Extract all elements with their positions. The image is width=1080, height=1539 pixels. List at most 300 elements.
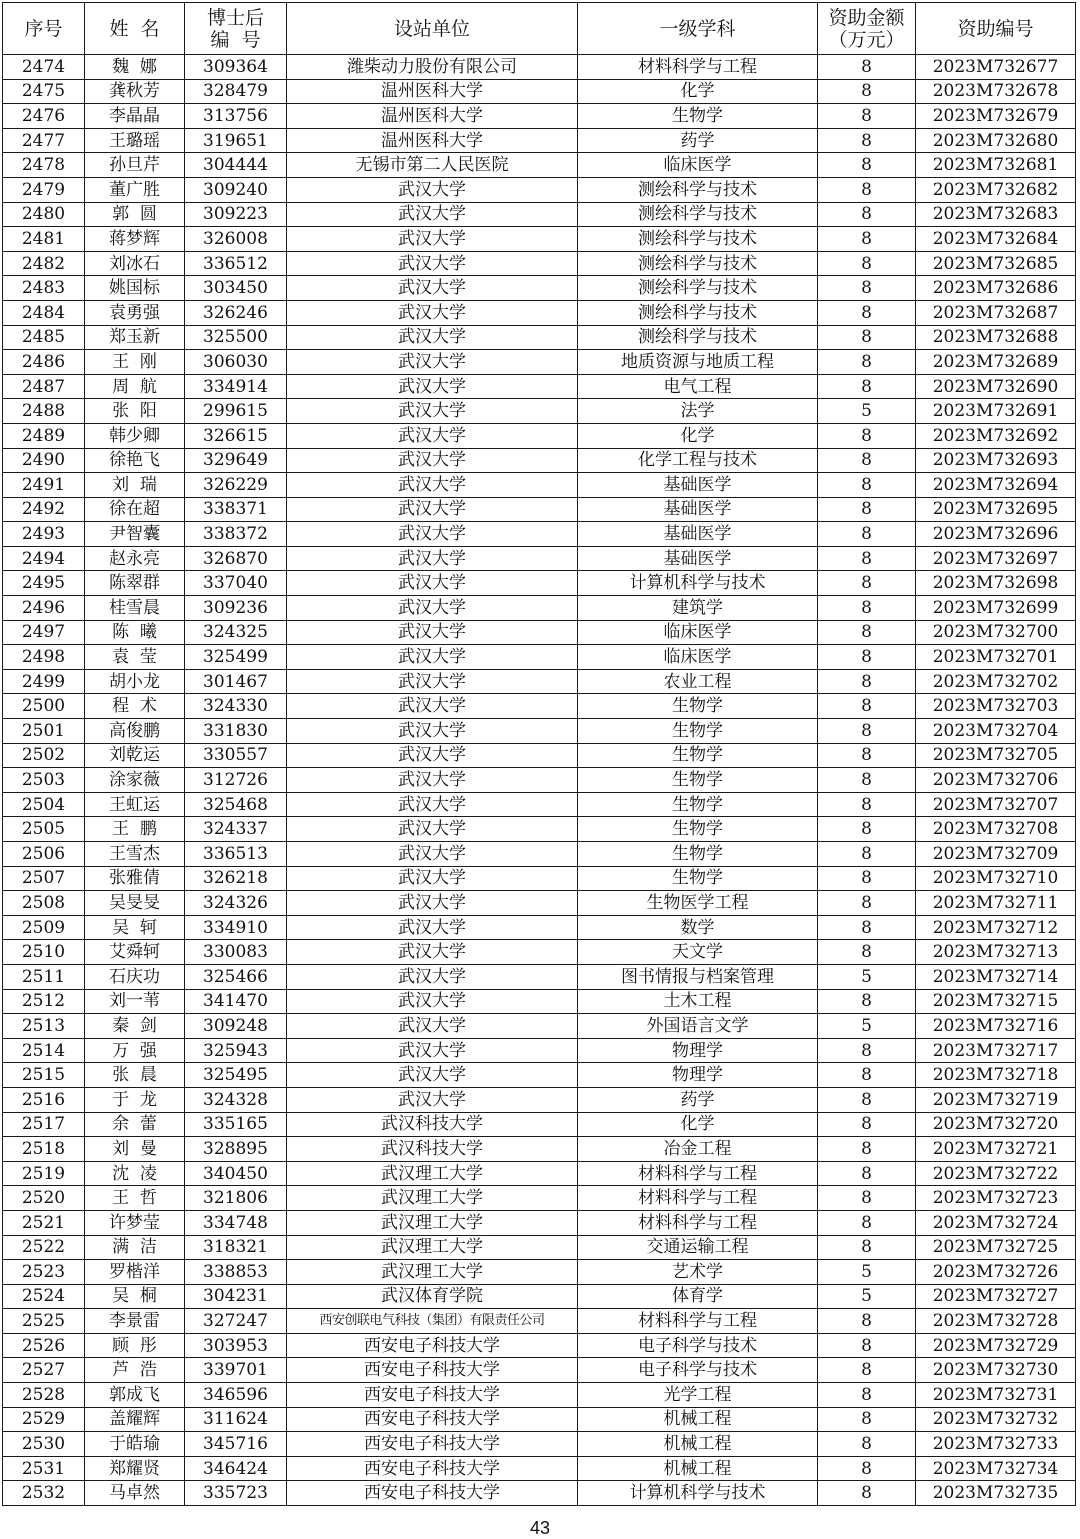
table-row bbox=[3, 915, 1076, 940]
cell-name: 芦 浩 bbox=[85, 1358, 185, 1383]
cell-amount: 8 bbox=[818, 546, 916, 571]
cell-postdoc-id: 346596 bbox=[185, 1383, 287, 1408]
cell-seq: 2516 bbox=[3, 1087, 85, 1112]
cell-unit: 武汉理工大学 bbox=[287, 1186, 578, 1211]
cell-seq: 2477 bbox=[3, 128, 85, 153]
cell-seq: 2528 bbox=[3, 1383, 85, 1408]
cell-amount: 8 bbox=[818, 1235, 916, 1260]
cell-discipline: 机械工程 bbox=[578, 1456, 818, 1481]
cell-seq: 2525 bbox=[3, 1309, 85, 1334]
cell-discipline: 冶金工程 bbox=[578, 1137, 818, 1162]
cell-name: 沈 凌 bbox=[85, 1161, 185, 1186]
header-amount-line2: （万元） bbox=[828, 28, 905, 51]
cell-amount: 8 bbox=[818, 940, 916, 965]
header-grant-no: 资助编号 bbox=[916, 3, 1076, 55]
cell-name: 王 鹏 bbox=[85, 817, 185, 842]
cell-grant-no: 2023M732690 bbox=[916, 374, 1076, 399]
cell-postdoc-id: 325495 bbox=[185, 1063, 287, 1088]
cell-name: 董广胜 bbox=[85, 177, 185, 202]
cell-seq: 2480 bbox=[3, 202, 85, 227]
cell-grant-no: 2023M732717 bbox=[916, 1038, 1076, 1063]
table-row bbox=[3, 620, 1076, 645]
cell-grant-no: 2023M732693 bbox=[916, 448, 1076, 473]
cell-name: 徐艳飞 bbox=[85, 448, 185, 473]
cell-name: 程 术 bbox=[85, 694, 185, 719]
table-row bbox=[3, 546, 1076, 571]
cell-name: 余 蕾 bbox=[85, 1112, 185, 1137]
cell-amount: 5 bbox=[818, 964, 916, 989]
cell-amount: 8 bbox=[818, 620, 916, 645]
cell-amount: 8 bbox=[818, 768, 916, 793]
cell-postdoc-id: 319651 bbox=[185, 128, 287, 153]
cell-amount: 8 bbox=[818, 1186, 916, 1211]
cell-amount: 8 bbox=[818, 104, 916, 129]
table-row bbox=[3, 719, 1076, 744]
cell-name: 许梦莹 bbox=[85, 1210, 185, 1235]
cell-discipline: 化学 bbox=[578, 1112, 818, 1137]
table-row bbox=[3, 842, 1076, 867]
table-row bbox=[3, 350, 1076, 375]
table-row bbox=[3, 768, 1076, 793]
cell-name: 尹智囊 bbox=[85, 522, 185, 547]
cell-name: 刘 曼 bbox=[85, 1137, 185, 1162]
cell-grant-no: 2023M732726 bbox=[916, 1260, 1076, 1285]
cell-seq: 2479 bbox=[3, 177, 85, 202]
cell-unit: 西安电子科技大学 bbox=[287, 1407, 578, 1432]
cell-grant-no: 2023M732729 bbox=[916, 1333, 1076, 1358]
cell-amount: 8 bbox=[818, 1137, 916, 1162]
cell-discipline: 光学工程 bbox=[578, 1383, 818, 1408]
cell-grant-no: 2023M732730 bbox=[916, 1358, 1076, 1383]
cell-seq: 2496 bbox=[3, 596, 85, 621]
cell-seq: 2483 bbox=[3, 276, 85, 301]
cell-unit: 武汉大学 bbox=[287, 350, 578, 375]
cell-amount: 8 bbox=[818, 1407, 916, 1432]
table-row bbox=[3, 1309, 1076, 1334]
cell-name: 马卓然 bbox=[85, 1481, 185, 1506]
cell-grant-no: 2023M732703 bbox=[916, 694, 1076, 719]
cell-discipline: 生物学 bbox=[578, 743, 818, 768]
table-row bbox=[3, 1358, 1076, 1383]
cell-amount: 8 bbox=[818, 1309, 916, 1334]
cell-seq: 2504 bbox=[3, 792, 85, 817]
cell-seq: 2508 bbox=[3, 891, 85, 916]
table-row bbox=[3, 1383, 1076, 1408]
cell-unit: 西安电子科技大学 bbox=[287, 1456, 578, 1481]
table-row bbox=[3, 792, 1076, 817]
cell-amount: 8 bbox=[818, 202, 916, 227]
cell-postdoc-id: 304444 bbox=[185, 153, 287, 178]
cell-name: 周 航 bbox=[85, 374, 185, 399]
cell-seq: 2509 bbox=[3, 915, 85, 940]
cell-discipline: 生物学 bbox=[578, 817, 818, 842]
cell-amount: 8 bbox=[818, 669, 916, 694]
cell-unit: 武汉大学 bbox=[287, 645, 578, 670]
cell-discipline: 天文学 bbox=[578, 940, 818, 965]
cell-discipline: 土木工程 bbox=[578, 989, 818, 1014]
cell-grant-no: 2023M732704 bbox=[916, 719, 1076, 744]
cell-unit: 武汉大学 bbox=[287, 620, 578, 645]
cell-grant-no: 2023M732695 bbox=[916, 497, 1076, 522]
cell-amount: 8 bbox=[818, 1456, 916, 1481]
cell-name: 罗楷洋 bbox=[85, 1260, 185, 1285]
cell-amount: 8 bbox=[818, 374, 916, 399]
cell-name: 张雅倩 bbox=[85, 866, 185, 891]
cell-postdoc-id: 309240 bbox=[185, 177, 287, 202]
table-row bbox=[3, 1063, 1076, 1088]
cell-unit: 温州医科大学 bbox=[287, 79, 578, 104]
cell-amount: 8 bbox=[818, 1038, 916, 1063]
cell-grant-no: 2023M732716 bbox=[916, 1014, 1076, 1039]
cell-grant-no: 2023M732689 bbox=[916, 350, 1076, 375]
table-row bbox=[3, 1456, 1076, 1481]
cell-amount: 8 bbox=[818, 325, 916, 350]
table-row bbox=[3, 300, 1076, 325]
cell-unit: 武汉大学 bbox=[287, 202, 578, 227]
cell-name: 龚秋芳 bbox=[85, 79, 185, 104]
table-row bbox=[3, 1333, 1076, 1358]
cell-grant-no: 2023M732697 bbox=[916, 546, 1076, 571]
cell-discipline: 机械工程 bbox=[578, 1432, 818, 1457]
table-row bbox=[3, 251, 1076, 276]
table-row bbox=[3, 1432, 1076, 1457]
cell-amount: 8 bbox=[818, 1161, 916, 1186]
cell-grant-no: 2023M732678 bbox=[916, 79, 1076, 104]
cell-grant-no: 2023M732735 bbox=[916, 1481, 1076, 1506]
cell-postdoc-id: 334910 bbox=[185, 915, 287, 940]
cell-grant-no: 2023M732692 bbox=[916, 423, 1076, 448]
cell-amount: 8 bbox=[818, 817, 916, 842]
cell-discipline: 测绘科学与技术 bbox=[578, 325, 818, 350]
header-name: 姓 名 bbox=[85, 3, 185, 55]
cell-grant-no: 2023M732723 bbox=[916, 1186, 1076, 1211]
cell-postdoc-id: 329649 bbox=[185, 448, 287, 473]
cell-seq: 2501 bbox=[3, 719, 85, 744]
cell-seq: 2511 bbox=[3, 964, 85, 989]
header-seq: 序号 bbox=[3, 3, 85, 55]
table-row bbox=[3, 1186, 1076, 1211]
cell-grant-no: 2023M732725 bbox=[916, 1235, 1076, 1260]
cell-seq: 2505 bbox=[3, 817, 85, 842]
cell-discipline: 材料科学与工程 bbox=[578, 1309, 818, 1334]
cell-postdoc-id: 327247 bbox=[185, 1309, 287, 1334]
cell-amount: 8 bbox=[818, 227, 916, 252]
table-row bbox=[3, 128, 1076, 153]
cell-grant-no: 2023M732734 bbox=[916, 1456, 1076, 1481]
cell-unit: 武汉体育学院 bbox=[287, 1284, 578, 1309]
cell-amount: 8 bbox=[818, 1481, 916, 1506]
cell-seq: 2529 bbox=[3, 1407, 85, 1432]
cell-amount: 8 bbox=[818, 1432, 916, 1457]
cell-seq: 2487 bbox=[3, 374, 85, 399]
cell-discipline: 生物学 bbox=[578, 104, 818, 129]
header-row bbox=[3, 3, 1076, 55]
cell-amount: 8 bbox=[818, 743, 916, 768]
cell-amount: 8 bbox=[818, 1210, 916, 1235]
cell-discipline: 法学 bbox=[578, 399, 818, 424]
table-row bbox=[3, 1112, 1076, 1137]
cell-amount: 8 bbox=[818, 1112, 916, 1137]
cell-unit: 武汉大学 bbox=[287, 1087, 578, 1112]
cell-amount: 8 bbox=[818, 571, 916, 596]
funding-list-sheet bbox=[2, 2, 1076, 1506]
cell-postdoc-id: 336512 bbox=[185, 251, 287, 276]
cell-discipline: 地质资源与地质工程 bbox=[578, 350, 818, 375]
cell-seq: 2481 bbox=[3, 227, 85, 252]
cell-name: 魏 娜 bbox=[85, 55, 185, 80]
cell-unit: 温州医科大学 bbox=[287, 128, 578, 153]
cell-discipline: 图书情报与档案管理 bbox=[578, 964, 818, 989]
cell-amount: 8 bbox=[818, 276, 916, 301]
cell-name: 刘乾运 bbox=[85, 743, 185, 768]
cell-grant-no: 2023M732688 bbox=[916, 325, 1076, 350]
cell-name: 郭成飞 bbox=[85, 1383, 185, 1408]
cell-discipline: 基础医学 bbox=[578, 473, 818, 498]
cell-name: 盖耀辉 bbox=[85, 1407, 185, 1432]
cell-postdoc-id: 311624 bbox=[185, 1407, 287, 1432]
cell-postdoc-id: 324330 bbox=[185, 694, 287, 719]
cell-grant-no: 2023M732698 bbox=[916, 571, 1076, 596]
header-unit: 设站单位 bbox=[287, 3, 578, 55]
cell-grant-no: 2023M732721 bbox=[916, 1137, 1076, 1162]
cell-discipline: 生物学 bbox=[578, 866, 818, 891]
cell-seq: 2506 bbox=[3, 842, 85, 867]
cell-name: 徐在超 bbox=[85, 497, 185, 522]
cell-unit: 武汉大学 bbox=[287, 792, 578, 817]
cell-postdoc-id: 339701 bbox=[185, 1358, 287, 1383]
table-row bbox=[3, 325, 1076, 350]
cell-postdoc-id: 309364 bbox=[185, 55, 287, 80]
table-row bbox=[3, 866, 1076, 891]
cell-seq: 2510 bbox=[3, 940, 85, 965]
table-row bbox=[3, 989, 1076, 1014]
cell-name: 刘 瑞 bbox=[85, 473, 185, 498]
cell-unit: 武汉大学 bbox=[287, 964, 578, 989]
table-row bbox=[3, 177, 1076, 202]
cell-seq: 2502 bbox=[3, 743, 85, 768]
header-amount bbox=[818, 3, 916, 55]
table-row bbox=[3, 153, 1076, 178]
cell-postdoc-id: 299615 bbox=[185, 399, 287, 424]
cell-name: 顾 彤 bbox=[85, 1333, 185, 1358]
cell-postdoc-id: 321806 bbox=[185, 1186, 287, 1211]
cell-seq: 2512 bbox=[3, 989, 85, 1014]
cell-amount: 8 bbox=[818, 251, 916, 276]
cell-seq: 2475 bbox=[3, 79, 85, 104]
cell-unit: 武汉大学 bbox=[287, 940, 578, 965]
cell-postdoc-id: 309248 bbox=[185, 1014, 287, 1039]
cell-amount: 8 bbox=[818, 596, 916, 621]
cell-grant-no: 2023M732706 bbox=[916, 768, 1076, 793]
cell-amount: 8 bbox=[818, 842, 916, 867]
cell-name: 张 阳 bbox=[85, 399, 185, 424]
table-row bbox=[3, 891, 1076, 916]
cell-amount: 8 bbox=[818, 350, 916, 375]
cell-discipline: 材料科学与工程 bbox=[578, 1186, 818, 1211]
cell-name: 韩少卿 bbox=[85, 423, 185, 448]
cell-discipline: 机械工程 bbox=[578, 1407, 818, 1432]
cell-unit: 武汉大学 bbox=[287, 719, 578, 744]
cell-discipline: 测绘科学与技术 bbox=[578, 251, 818, 276]
cell-grant-no: 2023M732714 bbox=[916, 964, 1076, 989]
cell-unit: 武汉大学 bbox=[287, 300, 578, 325]
cell-name: 赵永亮 bbox=[85, 546, 185, 571]
table-row bbox=[3, 423, 1076, 448]
cell-name: 于 龙 bbox=[85, 1087, 185, 1112]
cell-name: 郑玉新 bbox=[85, 325, 185, 350]
cell-grant-no: 2023M732681 bbox=[916, 153, 1076, 178]
table-row bbox=[3, 1260, 1076, 1285]
cell-name: 万 强 bbox=[85, 1038, 185, 1063]
cell-amount: 8 bbox=[818, 1383, 916, 1408]
cell-unit: 武汉大学 bbox=[287, 571, 578, 596]
cell-grant-no: 2023M732691 bbox=[916, 399, 1076, 424]
cell-unit: 武汉大学 bbox=[287, 227, 578, 252]
cell-unit: 武汉大学 bbox=[287, 546, 578, 571]
cell-discipline: 生物学 bbox=[578, 719, 818, 744]
cell-seq: 2514 bbox=[3, 1038, 85, 1063]
cell-unit: 西安电子科技大学 bbox=[287, 1432, 578, 1457]
table-row bbox=[3, 448, 1076, 473]
cell-unit: 西安电子科技大学 bbox=[287, 1333, 578, 1358]
cell-seq: 2491 bbox=[3, 473, 85, 498]
cell-postdoc-id: 304231 bbox=[185, 1284, 287, 1309]
cell-postdoc-id: 301467 bbox=[185, 669, 287, 694]
cell-grant-no: 2023M732687 bbox=[916, 300, 1076, 325]
cell-discipline: 材料科学与工程 bbox=[578, 1210, 818, 1235]
cell-grant-no: 2023M732709 bbox=[916, 842, 1076, 867]
cell-name: 于皓瑜 bbox=[85, 1432, 185, 1457]
cell-postdoc-id: 324337 bbox=[185, 817, 287, 842]
cell-unit: 武汉大学 bbox=[287, 423, 578, 448]
cell-seq: 2495 bbox=[3, 571, 85, 596]
cell-seq: 2523 bbox=[3, 1260, 85, 1285]
cell-grant-no: 2023M732700 bbox=[916, 620, 1076, 645]
cell-seq: 2478 bbox=[3, 153, 85, 178]
cell-seq: 2484 bbox=[3, 300, 85, 325]
cell-postdoc-id: 331830 bbox=[185, 719, 287, 744]
cell-grant-no: 2023M732705 bbox=[916, 743, 1076, 768]
cell-unit: 武汉大学 bbox=[287, 915, 578, 940]
cell-discipline: 电气工程 bbox=[578, 374, 818, 399]
cell-grant-no: 2023M732732 bbox=[916, 1407, 1076, 1432]
cell-name: 涂家薇 bbox=[85, 768, 185, 793]
cell-postdoc-id: 318321 bbox=[185, 1235, 287, 1260]
cell-postdoc-id: 330557 bbox=[185, 743, 287, 768]
table-row bbox=[3, 964, 1076, 989]
cell-discipline: 计算机科学与技术 bbox=[578, 1481, 818, 1506]
cell-seq: 2515 bbox=[3, 1063, 85, 1088]
cell-discipline: 材料科学与工程 bbox=[578, 55, 818, 80]
cell-name: 李景雷 bbox=[85, 1309, 185, 1334]
cell-grant-no: 2023M732712 bbox=[916, 915, 1076, 940]
cell-unit: 武汉大学 bbox=[287, 989, 578, 1014]
cell-name: 王璐瑶 bbox=[85, 128, 185, 153]
cell-unit: 无锡市第二人民医院 bbox=[287, 153, 578, 178]
cell-unit: 武汉科技大学 bbox=[287, 1137, 578, 1162]
cell-discipline: 电子科学与技术 bbox=[578, 1358, 818, 1383]
cell-discipline: 生物学 bbox=[578, 768, 818, 793]
cell-name: 吴旻旻 bbox=[85, 891, 185, 916]
cell-unit: 西安电子科技大学 bbox=[287, 1358, 578, 1383]
cell-amount: 8 bbox=[818, 792, 916, 817]
cell-unit: 武汉大学 bbox=[287, 694, 578, 719]
cell-discipline: 化学 bbox=[578, 79, 818, 104]
cell-seq: 2519 bbox=[3, 1161, 85, 1186]
cell-discipline: 建筑学 bbox=[578, 596, 818, 621]
cell-seq: 2513 bbox=[3, 1014, 85, 1039]
cell-name: 吴 轲 bbox=[85, 915, 185, 940]
cell-unit: 西安电子科技大学 bbox=[287, 1481, 578, 1506]
cell-grant-no: 2023M732677 bbox=[916, 55, 1076, 80]
cell-name: 秦 剑 bbox=[85, 1014, 185, 1039]
cell-name: 胡小龙 bbox=[85, 669, 185, 694]
cell-grant-no: 2023M732733 bbox=[916, 1432, 1076, 1457]
cell-grant-no: 2023M732680 bbox=[916, 128, 1076, 153]
cell-postdoc-id: 334914 bbox=[185, 374, 287, 399]
cell-grant-no: 2023M732701 bbox=[916, 645, 1076, 670]
table-row bbox=[3, 202, 1076, 227]
cell-discipline: 测绘科学与技术 bbox=[578, 276, 818, 301]
cell-seq: 2489 bbox=[3, 423, 85, 448]
cell-unit: 武汉大学 bbox=[287, 251, 578, 276]
cell-postdoc-id: 303953 bbox=[185, 1333, 287, 1358]
cell-amount: 8 bbox=[818, 719, 916, 744]
cell-discipline: 测绘科学与技术 bbox=[578, 202, 818, 227]
table-row bbox=[3, 399, 1076, 424]
cell-grant-no: 2023M732727 bbox=[916, 1284, 1076, 1309]
cell-amount: 8 bbox=[818, 153, 916, 178]
cell-discipline: 基础医学 bbox=[578, 546, 818, 571]
cell-postdoc-id: 309223 bbox=[185, 202, 287, 227]
table-row bbox=[3, 645, 1076, 670]
table-row bbox=[3, 694, 1076, 719]
cell-seq: 2482 bbox=[3, 251, 85, 276]
cell-grant-no: 2023M732684 bbox=[916, 227, 1076, 252]
cell-unit: 武汉科技大学 bbox=[287, 1112, 578, 1137]
cell-discipline: 外国语言文学 bbox=[578, 1014, 818, 1039]
cell-discipline: 体育学 bbox=[578, 1284, 818, 1309]
table-row bbox=[3, 374, 1076, 399]
cell-name: 王雪杰 bbox=[85, 842, 185, 867]
funding-table bbox=[2, 2, 1076, 1506]
cell-postdoc-id: 313756 bbox=[185, 104, 287, 129]
cell-name: 郑耀贤 bbox=[85, 1456, 185, 1481]
cell-amount: 8 bbox=[818, 891, 916, 916]
cell-discipline: 电子科学与技术 bbox=[578, 1333, 818, 1358]
cell-grant-no: 2023M732719 bbox=[916, 1087, 1076, 1112]
cell-unit: 武汉大学 bbox=[287, 374, 578, 399]
cell-amount: 8 bbox=[818, 423, 916, 448]
cell-unit: 武汉大学 bbox=[287, 325, 578, 350]
cell-grant-no: 2023M732731 bbox=[916, 1383, 1076, 1408]
cell-amount: 8 bbox=[818, 915, 916, 940]
cell-unit: 武汉大学 bbox=[287, 399, 578, 424]
cell-discipline: 临床医学 bbox=[578, 153, 818, 178]
cell-seq: 2531 bbox=[3, 1456, 85, 1481]
table-row bbox=[3, 276, 1076, 301]
cell-amount: 5 bbox=[818, 1284, 916, 1309]
cell-unit: 武汉大学 bbox=[287, 866, 578, 891]
table-header bbox=[3, 3, 1076, 55]
cell-name: 高俊鹏 bbox=[85, 719, 185, 744]
cell-unit: 武汉大学 bbox=[287, 596, 578, 621]
cell-amount: 8 bbox=[818, 473, 916, 498]
cell-postdoc-id: 328895 bbox=[185, 1137, 287, 1162]
cell-grant-no: 2023M732722 bbox=[916, 1161, 1076, 1186]
cell-seq: 2490 bbox=[3, 448, 85, 473]
cell-discipline: 数学 bbox=[578, 915, 818, 940]
